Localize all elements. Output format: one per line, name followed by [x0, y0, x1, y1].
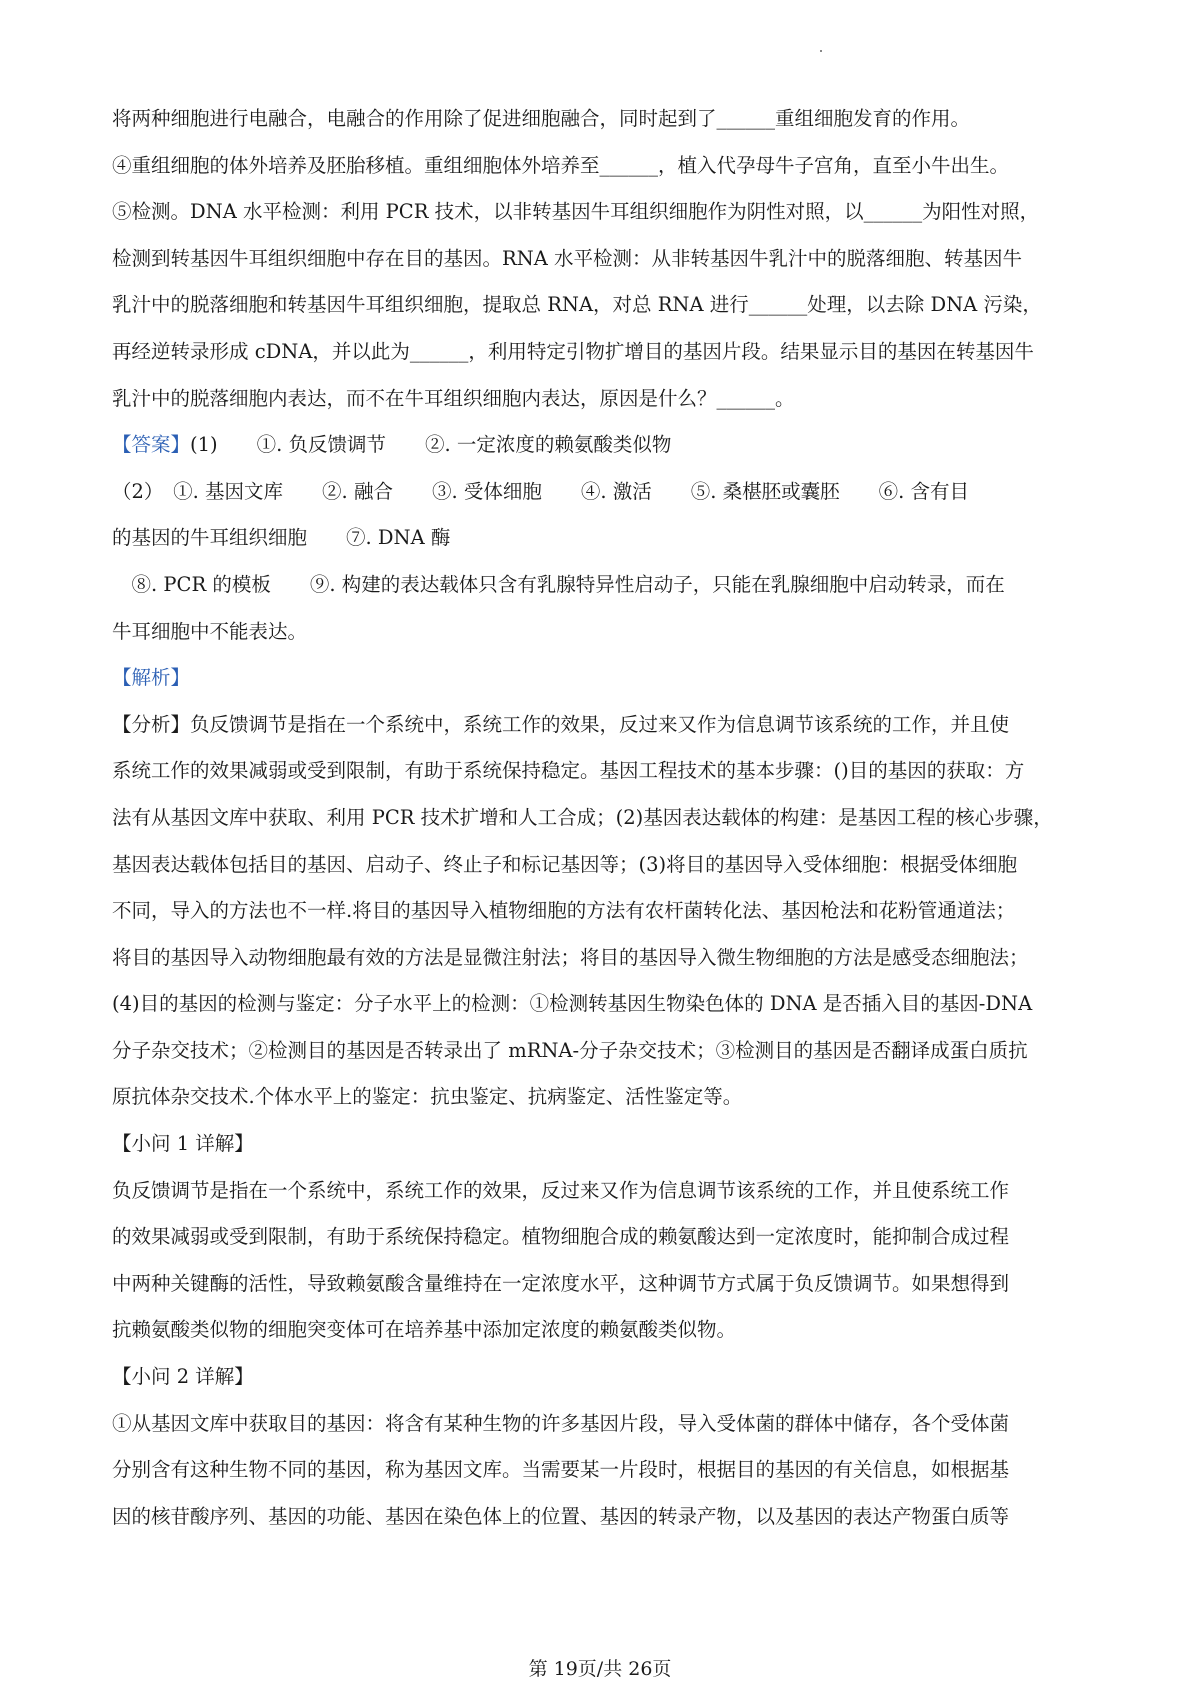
scan-speck [820, 50, 822, 52]
q2-line-1: ①从基因文库中获取目的基因：将含有某种生物的许多基因片段，导入受体菌的群体中储存，各个受体菌 [112, 1411, 1010, 1435]
analysis-line-4: 基因表达载体包括目的基因、启动子、终止子和标记基因等；(3)将目的基因导入受体细胞：根据受体细胞 [112, 852, 1018, 876]
answer-line-3: 的基因的牛耳组织细胞 ⑦. DNA 酶 [112, 526, 451, 550]
q2-heading: 【小问 2 详解】 [112, 1365, 254, 1389]
question-line-1: 将两种细胞进行电融合，电融合的作用除了促进细胞融合，同时起到了______重组细胞发育的作用。 [112, 107, 971, 130]
q1-line-3: 中两种关键酶的活性，导致赖氨酸含量维持在一定浓度水平，这种调节方式属于负反馈调节。如果想得到 [112, 1271, 1010, 1295]
question-line-3: ⑤检测。DNA 水平检测：利用 PCR 技术，以非转基因牛耳组织细胞作为阴性对照，以______为阳性对照， [112, 200, 1040, 224]
analysis-line-2: 系统工作的效果减弱或受到限制，有助于系统保持稳定。基因工程技术的基本步骤：()目的基因的获取：方 [112, 759, 1025, 783]
question-line-2: ④重组细胞的体外培养及胚胎移植。重组细胞体外培养至______，植入代孕母牛子宫角，直至小牛出生。 [112, 153, 1010, 177]
answer-tag: 【答案】 [112, 433, 191, 457]
analysis-line-6: 将目的基因导入动物细胞最有效的方法是显微注射法；将目的基因导入微生物细胞的方法是感受态细胞法； [112, 945, 1029, 969]
analysis-line-8: 分子杂交技术；②检测目的基因是否转录出了 mRNA-分子杂交技术；③检测目的基因是否翻译成蛋白质抗 [112, 1038, 1028, 1062]
page-number-footer: 第 19页/共 26页 [528, 1658, 672, 1680]
answer-part-1: (1) ①. 负反馈调节 ②. 一定浓度的赖氨酸类似物 [190, 433, 672, 457]
analysis-line-7: (4)目的基因的检测与鉴定：分子水平上的检测：①检测转基因生物染色体的 DNA 是否插入目的基因-DNA [112, 992, 1033, 1016]
question-line-4: 检测到转基因牛耳组织细胞中存在目的基因。RNA 水平检测：从非转基因牛乳汁中的脱落细胞、转基因牛 [112, 246, 1023, 270]
answer-line-2: （2） ①. 基因文库 ②. 融合 ③. 受体细胞 ④. 激活 ⑤. 桑椹胚或囊胚 ⑥. 含有目 [112, 479, 970, 503]
answer-line-5: 牛耳细胞中不能表达。 [112, 619, 308, 643]
answer-line-1 [112, 422, 1100, 469]
question-line-6: 再经逆转录形成 cDNA，并以此为______，利用特定引物扩增目的基因片段。结果显示目的基因在转基因牛 [112, 339, 1034, 363]
question-line-7: 乳汁中的脱落细胞内表达，而不在牛耳组织细胞内表达，原因是什么？______。 [112, 386, 795, 410]
analysis-line-1: 【分析】负反馈调节是指在一个系统中，系统工作的效果，反过来又作为信息调节该系统的工作，并且使 [112, 712, 1010, 736]
question-line-5: 乳汁中的脱落细胞和转基因牛耳组织细胞，提取总 RNA，对总 RNA 进行______处理，以去除 DNA 污染， [112, 293, 1042, 317]
q1-line-4: 抗赖氨酸类似物的细胞突变体可在培养基中添加定浓度的赖氨酸类似物。 [112, 1318, 737, 1342]
q1-heading: 【小问 1 详解】 [112, 1132, 254, 1156]
analysis-tag: 【解析】 [112, 666, 191, 690]
document-body [112, 96, 1100, 1540]
q1-line-2: 的效果减弱或受到限制，有助于系统保持稳定。植物细胞合成的赖氨酸达到一定浓度时，能抑制合成过程 [112, 1225, 1010, 1249]
analysis-line-5: 不同，导入的方法也不一样.将目的基因导入植物细胞的方法有农杆菌转化法、基因枪法和花粉管通道法； [112, 899, 1016, 923]
analysis-line-9: 原抗体杂交技术.个体水平上的鉴定：抗虫鉴定、抗病鉴定、活性鉴定等。 [112, 1085, 743, 1109]
q1-line-1: 负反馈调节是指在一个系统中，系统工作的效果，反过来又作为信息调节该系统的工作，并且使系统工作 [112, 1178, 1010, 1202]
q2-line-3: 因的核苷酸序列、基因的功能、基因在染色体上的位置、基因的转录产物，以及基因的表达产物蛋白质等 [112, 1504, 1010, 1528]
analysis-line-3: 法有从基因文库中获取、利用 PCR 技术扩增和人工合成；(2)基因表达载体的构建：是基因工程的核心步骤， [112, 805, 1053, 829]
answer-line-4: ⑧. PCR 的模板 ⑨. 构建的表达载体只含有乳腺特异性启动子，只能在乳腺细胞中启动转录，而在 [112, 572, 1005, 596]
q2-line-2: 分别含有这种生物不同的基因，称为基因文库。当需要某一片段时，根据目的基因的有关信息，如根据基 [112, 1458, 1010, 1482]
